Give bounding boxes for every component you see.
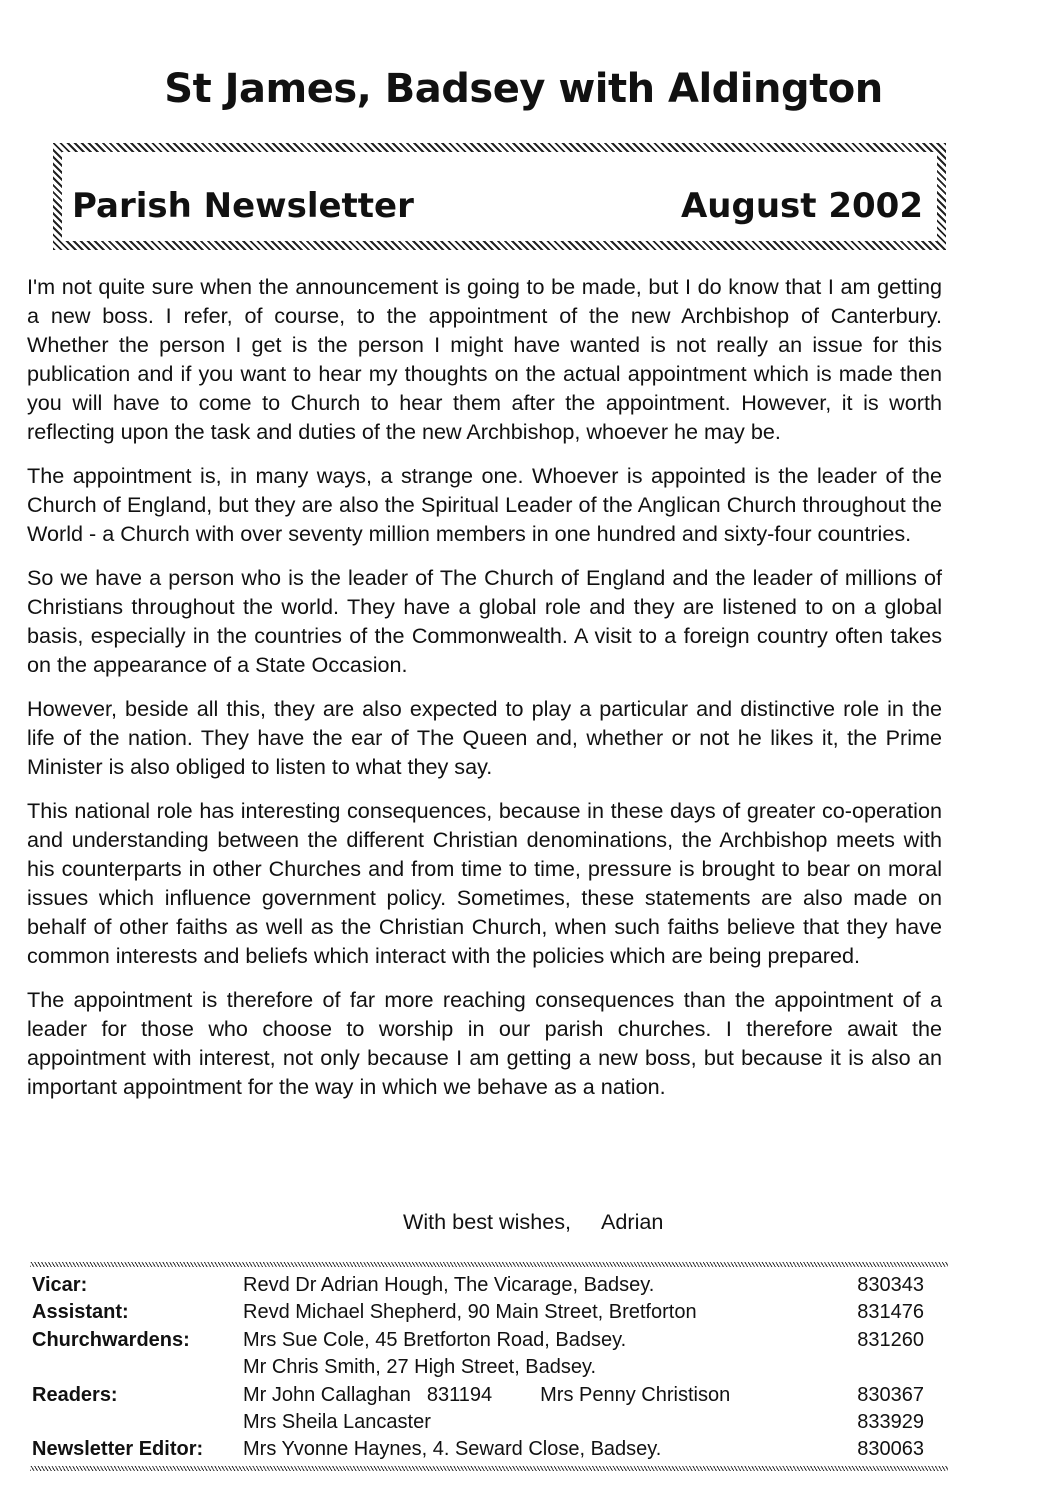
staff-row bbox=[32, 1356, 932, 1383]
signature: Adrian bbox=[601, 1209, 664, 1234]
sign-off-greeting: With best wishes, bbox=[403, 1209, 572, 1234]
staff-detail: Mrs Sue Cole, 45 Bretforton Road, Badsey. bbox=[243, 1328, 627, 1351]
phone-number: 833929 bbox=[857, 1410, 924, 1433]
divider-bottom bbox=[30, 1466, 948, 1471]
staff-row bbox=[32, 1411, 932, 1438]
article-paragraph: So we have a person who is the leader of The Church of England and the leader of millions of Christians throughout the world. They have a global role and they are listened to on a global basis, especially in the countries of the Commonwealth. A visit to a foreign country often takes on the appearance of a State Occasion. bbox=[27, 565, 942, 677]
page-title: St James, Badsey with Aldington bbox=[164, 66, 883, 112]
phone-number: 831476 bbox=[857, 1301, 924, 1324]
article-body bbox=[27, 272, 942, 1116]
phone-number: 830063 bbox=[857, 1438, 924, 1461]
article-paragraph: This national role has interesting consequences, because in these days of greater co-operation and understanding between the different Christian denominations, the Archbishop meets with his counterparts in other Churches and from time to time, pressure is brought to bear on moral issues which influence government policy. Sometimes, these statements are also made on behalf of other faiths as well as the Christian Church, when such faiths believe that they have common interests and beliefs which interact with the policies which are being prepared. bbox=[27, 798, 942, 968]
newsletter-banner bbox=[53, 143, 946, 250]
staff-row bbox=[32, 1329, 932, 1356]
role-label: Newsletter Editor: bbox=[32, 1438, 204, 1461]
staff-row bbox=[32, 1301, 932, 1328]
staff-detail: Mr Chris Smith, 27 High Street, Badsey. bbox=[243, 1356, 597, 1379]
role-label: Readers: bbox=[32, 1383, 118, 1406]
sign-off bbox=[403, 1209, 663, 1235]
article-paragraph: However, beside all this, they are also expected to play a particular and distinctive role in the life of the nation. They have the ear of The Queen and, whether or not he likes it, the Prime Minister is also obliged to listen to what they say. bbox=[27, 696, 942, 779]
divider-top bbox=[30, 1262, 948, 1267]
role-label: Assistant: bbox=[32, 1301, 129, 1324]
reader-name: Mr John Callaghan bbox=[243, 1383, 411, 1406]
staff-detail: Mrs Sheila Lancaster bbox=[243, 1410, 431, 1433]
role-label: Vicar: bbox=[32, 1274, 88, 1296]
staff-directory bbox=[32, 1274, 932, 1466]
article-paragraph: The appointment is, in many ways, a strange one. Whoever is appointed is the leader of the Church of England, but they are also the Spiritual Leader of the Anglican Church throughout the World - a Church with over seventy million members in one hundred and sixty-four countries. bbox=[27, 463, 942, 546]
newsletter-name: Parish Newsletter bbox=[72, 186, 414, 226]
phone-number: 830367 bbox=[857, 1383, 924, 1406]
staff-detail: Mrs Yvonne Haynes, 4. Seward Close, Badsey. bbox=[243, 1438, 662, 1461]
staff-row bbox=[32, 1274, 932, 1301]
issue-date: August 2002 bbox=[680, 186, 923, 226]
article-paragraph: I'm not quite sure when the announcement is going to be made, but I do know that I am getting a new boss. I refer, of course, to the appointment of the new Archbishop of Canterbury. Whether the person I get is the person I might have wanted is not really an issue for this publication and if you want to hear my thoughts on the actual appointment which is made then you will have to come to Church to hear them after the appointment. However, it is worth reflecting upon the task and duties of the new Archbishop, whoever he may be. bbox=[27, 274, 942, 444]
staff-detail bbox=[243, 1384, 843, 1411]
role-label: Churchwardens: bbox=[32, 1328, 190, 1351]
phone-number: 830343 bbox=[857, 1274, 924, 1296]
staff-row bbox=[32, 1438, 932, 1465]
staff-detail: Revd Dr Adrian Hough, The Vicarage, Badsey. bbox=[243, 1274, 655, 1296]
staff-row bbox=[32, 1384, 932, 1411]
phone-number: 831260 bbox=[857, 1328, 924, 1351]
staff-detail: Revd Michael Shepherd, 90 Main Street, Bretforton bbox=[243, 1301, 697, 1324]
reader-name: Mrs Penny Christison bbox=[540, 1383, 731, 1406]
reader-phone: 831194 bbox=[426, 1383, 493, 1406]
article-paragraph: The appointment is therefore of far more reaching consequences than the appointment of a leader for those who choose to worship in our parish churches. I therefore await the appointment with interest, not only because I am getting a new boss, but because it is also an important appointment for the way in which we behave as a nation. bbox=[27, 987, 942, 1099]
